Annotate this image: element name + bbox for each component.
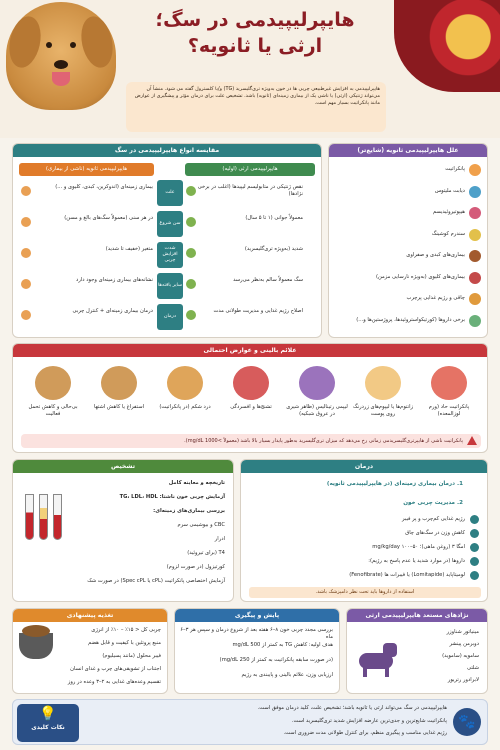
cause-icon — [469, 207, 481, 219]
breed-item: مینیاتور شناوزر — [446, 629, 479, 635]
treatment-line: لومیتاپاید (Lomitapide) یا فیبرات ها (Fenofibrate) — [349, 572, 465, 578]
cause-item: بیماری‌های کلیوی (به‌ویژه نارسایی مزمن) — [375, 273, 465, 280]
compare-secondary-cell: متغیر (خفیف تا شدید) — [105, 246, 153, 252]
golden-retriever-illustration — [6, 2, 116, 110]
treatment-panel — [240, 459, 488, 602]
treatment-icon — [470, 529, 479, 538]
causes-title: علل هایپرلیپیدمی ثانویه (شایع‌تر) — [329, 144, 487, 157]
sign-icon — [365, 366, 401, 400]
primary-header: هایپرلیپیدمی ارثی (اولیه) — [185, 163, 315, 176]
breed-item: دوبرمن پینشر — [449, 641, 479, 647]
warning-icon — [467, 436, 477, 445]
compare-row-label: علت — [157, 180, 183, 206]
compare-secondary-cell: در هر سنی (معمولاً سگ‌های بالغ و مسن) — [64, 215, 153, 221]
compare-row-label: سایر یافته‌ها — [157, 273, 183, 299]
diagnosis-line: تاریخچه و معاینه کامل — [168, 480, 225, 486]
monitor-panel — [174, 608, 340, 694]
treatment-step1: 1. درمان بیماری زمینه‌ای (در هایپرلیپیدمی ثانویه) — [326, 481, 463, 487]
diagnosis-line: آزمایش اختصاصی پانکراتیت (cPL یا Spec cPL) در صورت شک — [87, 578, 225, 584]
compare-primary-cell: اصلاح رژیم غذایی و مدیریت طولانی مدت — [213, 308, 303, 314]
treatment-note: استفاده از داروها باید تحت نظر دامپزشک باشد. — [249, 587, 481, 598]
cause-item: برخی داروها (کورتیکواستروئیدها، پروژستین‌ها و...) — [356, 316, 465, 323]
diagnosis-line: T4 (برای تیروئید) — [187, 550, 225, 556]
primary-row-icon — [186, 279, 196, 289]
monitor-title: پایش و پیگیری — [175, 609, 339, 622]
compare-row-label: سن شروع — [157, 211, 183, 237]
diagnosis-line: CBC و بیوشیمی سرم — [177, 522, 225, 528]
lightbulb-icon: 💡 — [39, 706, 57, 722]
compare-panel — [12, 143, 322, 338]
breed-item: لابرادور رتریور — [447, 677, 479, 683]
warning-banner: پانکراتیت ناشی از هایپرتری‌گلیسریدمی زمانی رخ می‌دهد که میزان تری‌گلیسرید به‌طور پایدار بسیار بالا باشد (معمولاً >1000 mg/dL). — [21, 434, 481, 448]
causes-panel — [328, 143, 488, 338]
test-tubes-icon — [21, 490, 71, 548]
sign-item: پانکراتیت حاد (ورم لوزالمعده) — [428, 404, 470, 418]
primary-row-icon — [186, 310, 196, 320]
monitor-line: ارزیابی وزن، علائم بالینی و پایبندی به رژیم — [241, 672, 333, 678]
cause-item: بیماری‌های کبدی و صفراوی — [406, 252, 465, 258]
secondary-row-icon — [21, 186, 31, 196]
secondary-row-icon — [21, 279, 31, 289]
diet-title: تغذیه پیشنهادی — [13, 609, 167, 622]
treatment-icon — [470, 571, 479, 580]
key-points-panel — [12, 699, 488, 745]
compare-primary-cell: سگ معمولاً سالم به‌نظر می‌رسد — [233, 277, 303, 283]
treatment-line: رژیم غذایی کم‌چرب و پر فیبر — [402, 516, 465, 522]
sign-icon — [167, 366, 203, 400]
breeds-title: نژادهای مستعد هایپرلیپیدمی ارثی — [347, 609, 487, 622]
secondary-header: هایپرلیپیدمی ثانویه (ناشی از بیماری) — [19, 163, 154, 176]
cause-item: چاقی و رژیم غذایی پرچرب — [406, 295, 465, 301]
key-point-line: رژیم غذایی مناسب و پیگیری منظم، برای کنترل طولانی مدت ضروری است. — [283, 730, 447, 736]
treatment-line: داروها (در موارد شدید یا عدم پاسخ به رژیم): — [368, 558, 465, 564]
treatment-line: کاهش وزن در سگ‌های چاق — [405, 530, 465, 536]
cause-icon — [469, 164, 481, 176]
treatment-step2: 2. مدیریت چربی خون — [403, 500, 463, 506]
sign-item: استفراغ یا کاهش اشتها — [93, 404, 145, 410]
breeds-panel — [346, 608, 488, 694]
cause-icon — [469, 186, 481, 198]
treatment-icon — [470, 515, 479, 524]
sign-icon — [299, 366, 335, 400]
signs-title: علائم بالینی و عوارض احتمالی — [13, 344, 487, 357]
diagnosis-line: ادرار — [214, 536, 225, 542]
sign-icon — [431, 366, 467, 400]
schnauzer-illustration — [355, 639, 399, 679]
diagnosis-line: کورتیزول (در صورت لزوم) — [166, 564, 225, 570]
diagnosis-line: آزمایش چربی خون ناشتا: TG، LDL، HDL — [119, 494, 225, 500]
compare-title: مقایسه انواع هایپرلیپیدمی در سگ — [13, 144, 321, 157]
cause-item: سندرم کوشینگ — [431, 230, 465, 237]
key-points-badge: 💡 نکات کلیدی — [17, 704, 79, 742]
diet-line: چربی کل < ۱۵٪ – ۱۰٪ از انرژی — [91, 627, 161, 633]
compare-primary-cell: نقص ژنتیکی در متابولیسم لیپیدها (اغلب در برخی نژادها) — [197, 184, 303, 198]
primary-row-icon — [186, 186, 196, 196]
sign-icon — [101, 366, 137, 400]
cause-item: دیابت ملیتوس — [434, 187, 465, 194]
secondary-row-icon — [21, 217, 31, 227]
diet-line: تقسیم وعده‌های غذایی به ۲–۳ وعده در روز — [67, 679, 161, 685]
secondary-row-icon — [21, 248, 31, 258]
sign-item: لیپمی رتینالیس (ظاهر شیری در عروق شبکیه) — [286, 404, 348, 418]
diet-line: اجتناب از تشویقی‌های چرب و غذای انسان — [70, 666, 161, 672]
page-title: هایپرلیپیدمی در سگ؛ ارثی یا ثانویه؟ — [155, 9, 355, 57]
sign-icon — [233, 366, 269, 400]
diet-panel — [12, 608, 168, 694]
compare-primary-cell: معمولاً جوانی (۱ تا ۵ سال) — [245, 215, 303, 221]
compare-secondary-cell: بیماری زمینه‌ای (اندوکرین، کبدی، کلیوی و ...) — [55, 184, 153, 190]
treatment-line: امگا ۳ (روغن ماهی)؛ ۵۰–۱۰۰ mg/kg/day — [372, 544, 465, 550]
cause-icon — [469, 315, 481, 327]
diagnosis-line: بررسی بیماری‌های زمینه‌ای: — [153, 508, 225, 514]
cause-icon — [469, 293, 481, 305]
treatment-icon — [470, 543, 479, 552]
compare-primary-cell: شدید (به‌ویژه تری‌گلیسرید) — [244, 246, 303, 252]
primary-row-icon — [186, 248, 196, 258]
key-point-line: پانکراتیت شایع‌ترین و جدی‌ترین عارضه افزایش شدید تری‌گلیسرید است. — [291, 717, 447, 724]
intro-box: هایپرلیپیدمی به افزایش غیرطبیعی چربی ها در خون به‌ویژه تری‌گلیسرید (TG) و/یا کلسترول گفته می شود. منشأ آن می‌تواند ژنتیکی (ارثی) یا ناشی یک از بیماری زمینه‌ای (ثانویه) باشد. تشخیص علت برای درمان مؤثر و پیشگیری از عوارض مانند پانکراتیت بسیار مهم است. — [126, 82, 386, 132]
sign-item: زانتوم‌ها یا لیپوم‌های زردرنگ روی پوست — [352, 404, 414, 418]
sign-item: تشنج‌ها و افسردگی — [230, 404, 272, 410]
monitor-line: (در صورت سابقه پانکراتیت به کمتر از 250 mg/dL) — [219, 657, 333, 663]
cause-icon — [469, 272, 481, 284]
treatment-title: درمان — [241, 460, 487, 473]
cause-icon — [469, 250, 481, 262]
treatment-icon — [470, 557, 479, 566]
key-point-line: هایپرلیپیدمی در سگ می‌تواند ارثی یا ثانویه باشد؛ تشخیص علت، کلید درمان موفق است. — [257, 705, 447, 711]
primary-row-icon — [186, 217, 196, 227]
diet-line: منبع پروتئین با کیفیت و قابل هضم — [88, 640, 161, 646]
diagnosis-panel — [12, 459, 234, 602]
sign-item: بی‌حالی و کاهش تحمل فعالیت — [28, 404, 78, 418]
sign-icon — [35, 366, 71, 400]
monitor-line: بررسی مجدد چربی خون ۸–۶ هفته بعد از شروع درمان و سپس هر ۳–۶ ماه — [180, 627, 333, 641]
secondary-row-icon — [21, 310, 31, 320]
compare-secondary-cell: درمان بیماری زمینه‌ای + کنترل چربی — [72, 308, 153, 314]
compare-secondary-cell: نشانه‌های بیماری زمینه‌ای وجود دارد — [76, 277, 153, 283]
compare-row-label: درمان — [157, 304, 183, 330]
cause-item: هیپوتیروئیدیسم — [432, 209, 465, 215]
signs-panel — [12, 343, 488, 453]
paw-icon: 🐾 — [453, 708, 481, 736]
monitor-line: هدف اولیه: کاهش TG به کمتر از 500 mg/dL — [232, 642, 333, 648]
diagnosis-title: تشخیص — [13, 460, 233, 473]
compare-row-label: شدت افزایش چربی — [157, 242, 183, 268]
food-bowl-icon — [19, 633, 53, 659]
cause-item: پانکراتیت — [445, 166, 465, 172]
cause-icon — [469, 229, 481, 241]
diet-line: فیبر محلول (مانند پسیلیوم) — [102, 653, 161, 659]
breed-item: سامویه (ساموید) — [442, 653, 479, 659]
sign-item: درد شکم (در پانکراتیت) — [159, 404, 211, 410]
breed-item: شلتی — [467, 665, 479, 671]
